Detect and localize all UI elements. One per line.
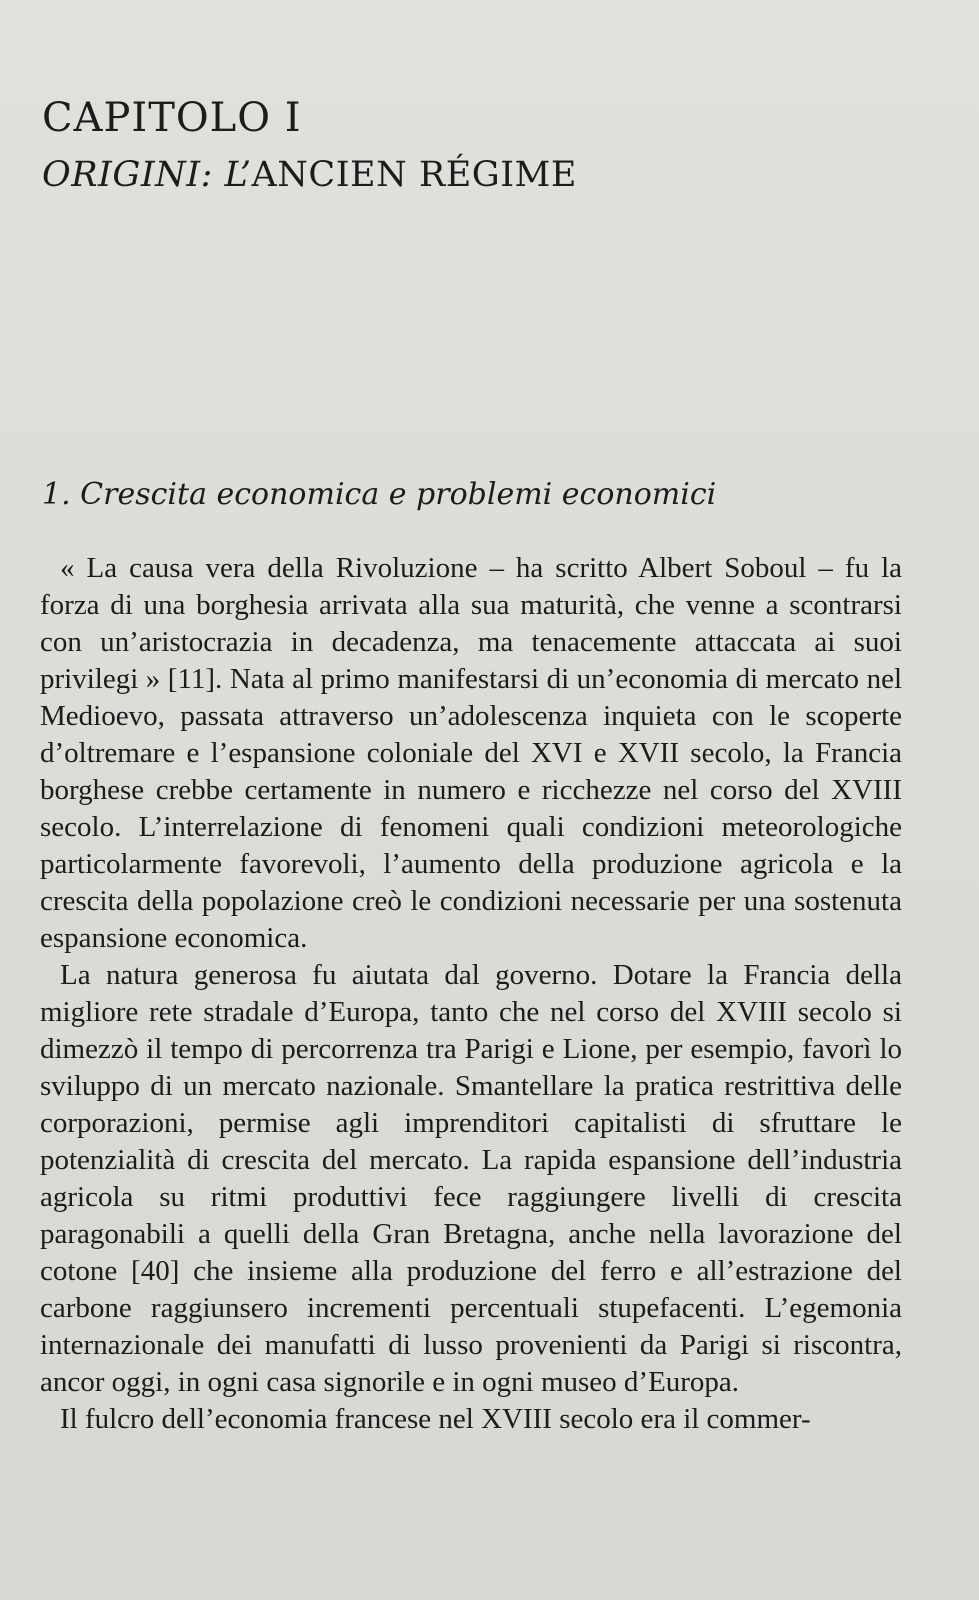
body-text — [40, 550, 902, 1438]
chapter-title: CAPITOLO I — [42, 95, 302, 141]
section-title: Crescita economica e problemi economici — [80, 477, 717, 512]
subtitle-italic: ORIGINI: — [42, 155, 213, 195]
chapter-subtitle — [42, 156, 577, 195]
subtitle-rest: ANCIEN RÉGIME — [251, 155, 577, 195]
paragraph-2: La natura generosa fu aiutata dal governo. Dotare la Francia della migliore rete stradale d’Europa, tanto che nel corso del XVIII secolo si dimezzò il tempo di percorrenza tra Parigi e Lione, per esempio, favorì lo sviluppo di un mercato nazionale. Smantellare la pratica restrittiva delle corporazioni, permise agli imprenditori capitalisti di sfruttare le potenzialità di crescita del mercato. La rapida espansione dell’industria agricola su ritmi produttivi fece raggiungere livelli di crescita paragonabili a quelli della Gran Bretagna, anche nella lavorazione del cotone [40] che insieme alla produzione del ferro e all’estrazione del carbone raggiunsero incrementi percentuali stupefacenti. L’egemonia internazionale dei manufatti di lusso provenienti da Parigi si riscontra, ancor oggi, in ogni casa signorile e in ogni museo d’Europa. — [40, 959, 902, 1398]
paragraph-1: « La causa vera della Rivoluzione – ha scritto Albert Soboul – fu la forza di una borghesia arrivata alla sua maturità, che venne a scontrarsi con un’aristocrazia in decadenza, ma tenacemente attaccata ai suoi privilegi » [11]. Nata al primo manifestarsi di un’economia di mercato nel Medioevo, passata attraverso un’adolescenza inquieta con le scoperte d’oltremare e l’espansione coloniale del XVI e XVII secolo, la Francia borghese crebbe certamente in numero e ricchezze nel corso del XVIII secolo. L’interrelazione di fenomeni quali condizioni meteorologiche particolarmente favorevoli, l’aumento della produzione agricola e la crescita della popolazione creò le condizioni necessarie per una sostenuta espansione economica. — [40, 552, 902, 954]
section-number: 1. — [42, 477, 71, 512]
section-heading — [42, 478, 716, 511]
paragraph-3: Il fulcro dell’economia francese nel XVIII secolo era il commer- — [60, 1403, 811, 1435]
subtitle-article: L’ — [224, 155, 252, 195]
